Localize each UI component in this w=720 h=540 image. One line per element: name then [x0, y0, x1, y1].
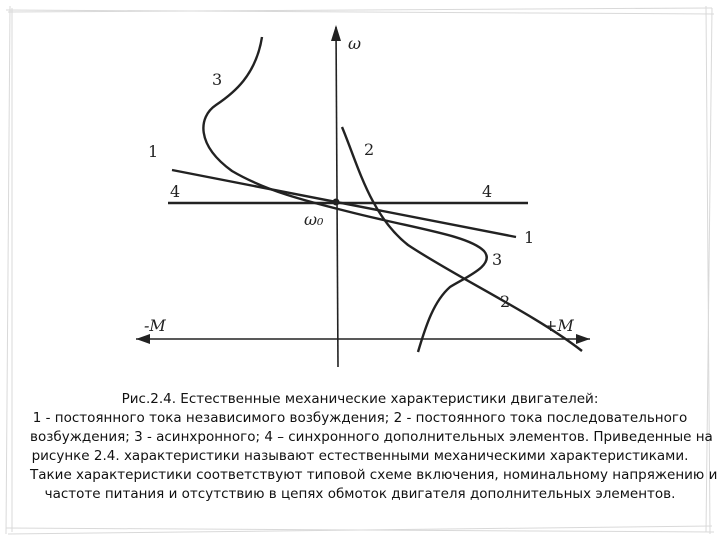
caption-line: Такие характеристики соответствуют типовой схеме включения, номинальному напряжению и [30, 467, 718, 483]
curve-4-label-right: 4 [482, 182, 493, 201]
mechanical-characteristics-figure [116, 15, 606, 385]
curve-3 [203, 37, 486, 352]
speed-axis [336, 27, 338, 367]
curve-4-label-left: 4 [170, 182, 181, 201]
characteristics-diagram [116, 15, 606, 385]
curve-3-label-bottom: 3 [492, 250, 503, 269]
caption-line: Рис.2.4. Естественные механические характеристики двигателей: [121, 391, 599, 407]
curve-1-label-right: 1 [524, 228, 535, 247]
torque-axis-arrow-right [576, 334, 590, 344]
caption-line: рисунке 2.4. характеристики называют естественными механическими характеристиками. [31, 448, 689, 464]
omega-axis-label: ω [348, 34, 362, 53]
minus-m-label: -M [144, 316, 166, 335]
curve-1-label-left: 1 [148, 142, 159, 161]
speed-axis-arrow [331, 25, 341, 41]
plus-m-label: +M [544, 316, 574, 335]
torque-axis-arrow-left [136, 334, 150, 344]
omega0-label: ω₀ [304, 210, 324, 229]
caption-line: возбуждения; 3 - асинхронного; 4 – синхронного дополнительных элементов. Приведенные на [30, 429, 713, 445]
caption-line: частоте питания и отсутствию в цепях обмоток двигателя дополнительных элементов. [44, 486, 676, 502]
curve-2-label-top: 2 [364, 140, 375, 159]
figure-caption [30, 390, 718, 504]
caption-line: 1 - постоянного тока независимого возбуждения; 2 - постоянного тока последовательного [32, 410, 688, 426]
curve-3-label-top: 3 [212, 70, 223, 89]
curve-2-label-bottom: 2 [500, 292, 511, 311]
omega0-point [333, 199, 340, 206]
